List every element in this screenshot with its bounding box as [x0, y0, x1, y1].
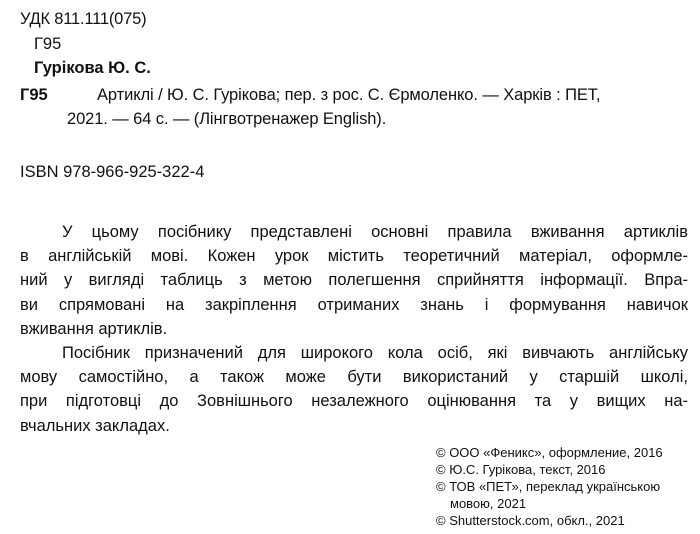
annotation-line: ви спрямовані на закріплення отриманих знань і формування навичок — [20, 295, 688, 314]
copyright-line: © Ю.С. Гурікова, текст, 2016 — [436, 462, 606, 477]
annotation-line: мову самостійно, а також може бути використаний у старшій школі, — [20, 368, 688, 387]
copyright-notices — [436, 444, 698, 529]
biblio-author-sign: Г95 — [20, 86, 48, 104]
annotation-line: в англійській мові. Кожен урок містить теоретичний матеріал, оформле- — [20, 247, 688, 266]
author-sign-code: Г95 — [34, 35, 62, 53]
annotation-line: при підготовці до Зовнішнього незалежного оцінювання та у вищих на- — [20, 392, 688, 411]
annotation-line: Посібник призначений для широкого кола осіб, які вивчають англійську — [62, 343, 688, 362]
annotation-line: вживання артиклів. — [20, 319, 168, 338]
biblio-line-2: 2021. — 64 с. — (Лінгвотренажер English). — [67, 110, 387, 128]
copyright-line: © Shutterstock.com, обкл., 2021 — [436, 513, 625, 528]
copyright-line: © ООО «Феникс», оформление, 2016 — [436, 445, 663, 460]
author-name: Гурікова Ю. С. — [34, 59, 151, 77]
annotation-line: вчальних закладах. — [20, 416, 170, 435]
copyright-line: © ТОВ «ПЕТ», переклад українською — [436, 479, 661, 494]
annotation-line: У цьому посібнику представлені основні правила вживання артиклів — [62, 223, 688, 241]
isbn: ISBN 978-966-925-322-4 — [20, 163, 205, 181]
annotation-line: ний у вигляді таблиць з метою полегшення сприйняття інформації. Впра- — [20, 271, 688, 290]
biblio-line-1: Артиклі / Ю. С. Гурікова; пер. з рос. С. Єрмоленко. — Харків : ПЕТ, — [97, 86, 601, 104]
annotation — [20, 220, 688, 438]
udk-code: УДК 811.111(075) — [20, 10, 147, 28]
copyright-line-continuation: мовою, 2021 — [450, 496, 527, 511]
